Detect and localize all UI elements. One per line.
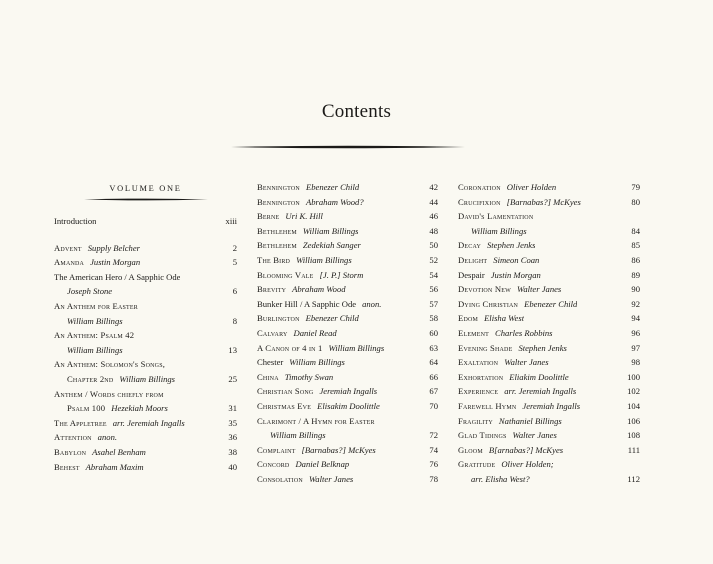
entry-composer: Elisakim Doolittle xyxy=(317,400,380,411)
entry-title: Attention xyxy=(54,432,92,443)
toc-entry xyxy=(257,209,438,224)
page-number: 54 xyxy=(429,269,438,280)
toc-entry xyxy=(257,384,438,399)
page-number: 31 xyxy=(228,403,237,414)
entry-title: Blooming Vale xyxy=(257,269,314,280)
entry-composer: William Billings xyxy=(119,373,176,384)
toc-entry xyxy=(54,255,237,270)
entry-composer: William Billings xyxy=(67,344,123,355)
entry-composer: Justin Morgan xyxy=(90,257,141,268)
toc-entry xyxy=(54,284,237,299)
entry-title: Christmas Eve xyxy=(257,400,312,411)
entry-composer: Oliver Holden; xyxy=(501,459,554,470)
toc-entry-text xyxy=(257,268,363,283)
toc-entry-text xyxy=(257,341,384,356)
toc-entry-text xyxy=(54,416,185,431)
entry-title: Chapter 2nd xyxy=(67,373,114,384)
toc-entry-text xyxy=(458,414,562,429)
entry-composer: arr. Jeremiah Ingalls xyxy=(112,417,185,428)
toc-entry-text xyxy=(54,214,96,229)
toc-entry xyxy=(257,370,438,385)
toc-entry-text xyxy=(257,224,358,239)
entry-composer: Hezekiah Moors xyxy=(111,403,168,414)
entry-composer: William Billings xyxy=(289,357,345,368)
page-number: 89 xyxy=(631,269,640,280)
toc-entry xyxy=(54,241,237,256)
entry-composer: Ebenezer Child xyxy=(305,182,360,192)
toc-entry-text xyxy=(54,270,180,285)
toc-entry xyxy=(458,238,640,253)
toc-entry xyxy=(54,430,237,445)
entry-composer: William Billings xyxy=(67,315,123,326)
entry-composer: Charles Robbins xyxy=(494,327,553,338)
page-number: 84 xyxy=(631,225,640,236)
toc-entry-text xyxy=(458,253,539,268)
toc-entry-text xyxy=(458,311,524,326)
entry-composer: Walter Janes xyxy=(516,284,562,295)
page-number: 58 xyxy=(429,313,438,324)
entry-title: Gratitude xyxy=(458,459,496,470)
toc-entry-text xyxy=(54,460,144,475)
entry-title: Gloom xyxy=(458,444,483,455)
page-number: 96 xyxy=(631,327,640,338)
page-number: 67 xyxy=(429,386,438,397)
toc-entry-text xyxy=(458,428,557,443)
toc-entry xyxy=(458,384,640,399)
toc-entry xyxy=(458,195,640,210)
entry-title: An Anthem: Psalm 42 xyxy=(54,330,135,341)
entry-title: Exhortation xyxy=(458,371,504,382)
page-number: 111 xyxy=(627,444,640,455)
entry-composer: Elisha West xyxy=(484,313,525,324)
page-number: 78 xyxy=(429,473,438,484)
toc-entry xyxy=(257,326,438,341)
page-number: 56 xyxy=(429,284,438,295)
toc-entry xyxy=(257,180,438,195)
entry-title: Evening Shade xyxy=(458,342,513,353)
toc-entry-text xyxy=(257,443,376,458)
toc-entry-text xyxy=(257,180,359,195)
entry-composer: arr. Elisha West? xyxy=(471,473,530,484)
toc-entry xyxy=(257,443,438,458)
toc-entry xyxy=(458,355,640,370)
entry-title: Berne xyxy=(257,211,280,222)
toc-entry-text xyxy=(257,209,323,224)
toc-entry-text xyxy=(54,372,175,387)
entry-composer: Abraham Wood? xyxy=(305,196,364,207)
toc-entry-text xyxy=(458,297,577,312)
page-number: 70 xyxy=(429,400,438,411)
entry-composer: Walter Janes xyxy=(308,473,354,484)
entry-composer: [Barnabas?] McKyes xyxy=(506,196,581,207)
entry-composer: Timothy Swan xyxy=(284,371,334,382)
toc-entry-text xyxy=(458,238,535,253)
toc-entry-text xyxy=(257,238,361,253)
toc-entry xyxy=(257,253,438,268)
toc-entry xyxy=(458,311,640,326)
entry-composer: William Billings xyxy=(296,254,352,265)
toc-entry xyxy=(257,297,438,312)
toc-entry xyxy=(458,209,640,224)
entry-composer: Daniel Belknap xyxy=(295,459,350,470)
page-number: 35 xyxy=(228,417,237,428)
entry-title: Element xyxy=(458,327,489,338)
toc-entry xyxy=(54,416,237,431)
entry-title: Crucifixion xyxy=(458,196,501,207)
entry-title: An Anthem for Easter xyxy=(54,300,138,311)
entry-title: David's Lamentation xyxy=(458,211,534,222)
toc-entry-text xyxy=(54,299,138,314)
toc-entry xyxy=(54,372,237,387)
toc-entry xyxy=(458,180,640,195)
entry-title: Decay xyxy=(458,240,481,251)
toc-entry xyxy=(458,282,640,297)
toc-entry-text xyxy=(54,241,140,256)
toc-entry-text xyxy=(458,355,549,370)
toc-entry xyxy=(458,457,640,472)
entry-composer: Jeremiah Ingalls xyxy=(522,400,581,411)
toc-entry xyxy=(257,457,438,472)
toc-entry-text xyxy=(54,387,164,402)
toc-entry-text xyxy=(458,384,576,399)
page-number: 46 xyxy=(429,211,438,222)
entry-composer: Stephen Jenks xyxy=(518,342,567,353)
toc-entry xyxy=(54,314,237,329)
page-number: 79 xyxy=(631,182,640,192)
entry-title: An Anthem: Solomon's Songs, xyxy=(54,359,166,370)
toc-entry-text xyxy=(257,472,353,487)
toc-entry-text xyxy=(257,253,352,268)
toc-entry xyxy=(257,282,438,297)
toc-entry xyxy=(54,460,237,475)
toc-entry xyxy=(458,341,640,356)
toc-entry xyxy=(54,445,237,460)
toc-entry xyxy=(458,414,640,429)
toc-entry xyxy=(257,238,438,253)
page-number: 92 xyxy=(631,298,640,309)
page-number: 64 xyxy=(429,357,438,368)
toc-entry-text xyxy=(54,255,140,270)
entry-title: Coronation xyxy=(458,182,501,192)
toc-entry xyxy=(257,355,438,370)
toc-entry xyxy=(458,399,640,414)
page-number: 104 xyxy=(627,400,640,411)
entry-composer: Eliakim Doolittle xyxy=(509,371,569,382)
entry-title: Delight xyxy=(458,254,488,265)
entry-title: Bennington xyxy=(257,182,300,192)
toc-entry-text xyxy=(257,457,349,472)
contents-column-2 xyxy=(257,180,438,486)
entry-composer: Joseph Stone xyxy=(67,286,113,297)
toc-entry-text xyxy=(54,357,165,372)
toc-entry-text xyxy=(458,268,541,283)
toc-entry xyxy=(54,214,237,229)
entry-title: Concord xyxy=(257,459,290,470)
entry-composer: Walter Janes xyxy=(504,357,549,368)
entry-composer: Walter Janes xyxy=(512,430,557,441)
entry-composer: Asahel Benham xyxy=(92,446,146,457)
page-number: 5 xyxy=(232,257,237,268)
toc-entry xyxy=(54,270,237,285)
toc-entry xyxy=(257,341,438,356)
toc-entry-text xyxy=(458,399,580,414)
toc-entry-text xyxy=(257,282,346,297)
toc-entry-text xyxy=(257,370,333,385)
page-number: 112 xyxy=(627,473,640,484)
page-number: 80 xyxy=(631,196,640,207)
toc-entry-text xyxy=(458,282,561,297)
toc-entry xyxy=(257,428,438,443)
toc-entry-text xyxy=(257,326,337,341)
entry-composer: Nathaniel Billings xyxy=(498,415,562,426)
toc-entry-text xyxy=(54,445,146,460)
entry-composer: William Billings xyxy=(302,225,359,236)
toc-entry xyxy=(458,472,640,487)
entry-composer: Zedekiah Sanger xyxy=(302,240,361,251)
toc-entry-text xyxy=(54,314,123,329)
entry-composer: Uri K. Hill xyxy=(285,211,323,222)
toc-entry-text xyxy=(458,472,530,487)
volume-heading: VOLUME ONE xyxy=(109,184,182,193)
toc-entry xyxy=(458,253,640,268)
entry-title: Exaltation xyxy=(458,357,499,368)
toc-entry-text xyxy=(257,428,326,443)
page-number: 25 xyxy=(228,373,237,384)
entry-composer: William Billings xyxy=(328,342,385,353)
toc-entry-text xyxy=(458,370,569,385)
entry-title: Glad Tidings xyxy=(458,430,507,441)
entry-title: A Canon of 4 in 1 xyxy=(257,342,323,353)
entry-title: Dying Christian xyxy=(458,298,519,309)
entry-title: Burlington xyxy=(257,313,300,324)
entry-composer: B[arnabas?] McKyes xyxy=(488,444,564,455)
entry-composer: Daniel Read xyxy=(293,327,337,338)
page-number: 48 xyxy=(429,225,438,236)
page-number: 102 xyxy=(627,386,640,397)
entry-composer: anon. xyxy=(97,432,118,443)
page-number: 13 xyxy=(228,344,237,355)
toc-entry xyxy=(458,224,640,239)
toc-entry xyxy=(458,326,640,341)
entry-title: Behest xyxy=(54,461,80,472)
entry-composer: [Barnabas?] McKyes xyxy=(301,444,376,455)
toc-entry xyxy=(257,268,438,283)
entry-title: Bennington xyxy=(257,196,300,207)
toc-entry xyxy=(458,443,640,458)
entry-title: Psalm 100 xyxy=(67,403,106,414)
toc-entry xyxy=(458,370,640,385)
contents-column-3 xyxy=(458,180,640,486)
page-number: 74 xyxy=(429,444,438,455)
page-number: 2 xyxy=(232,242,237,253)
entry-composer: William Billings xyxy=(270,430,326,441)
page-number: 94 xyxy=(631,313,640,324)
entry-title: Introduction xyxy=(54,216,97,226)
entry-composer: Supply Belcher xyxy=(87,242,141,253)
toc-entry-text xyxy=(257,384,377,399)
page-number: 57 xyxy=(429,298,438,309)
entry-title: Amanda xyxy=(54,257,85,268)
page-number: xiii xyxy=(225,216,237,226)
entry-composer: Jeremiah Ingalls xyxy=(319,386,378,397)
toc-entry-text xyxy=(458,180,556,195)
toc-entry-text xyxy=(257,399,380,414)
toc-entry-text xyxy=(54,343,123,358)
toc-entry-text xyxy=(458,224,527,239)
entry-title: Babylon xyxy=(54,446,87,457)
page-title: Contents xyxy=(321,101,392,122)
entry-composer: Oliver Holden xyxy=(506,182,557,192)
toc-entry-text xyxy=(458,326,553,341)
toc-entry xyxy=(257,311,438,326)
entry-title: Complaint xyxy=(257,444,296,455)
entry-composer: Abraham Maxim xyxy=(85,461,144,472)
entry-composer: Justin Morgan xyxy=(490,269,541,280)
page-number: 86 xyxy=(631,254,640,265)
page-number: 98 xyxy=(631,357,640,368)
toc-entry-text xyxy=(458,209,533,224)
toc-entry xyxy=(257,472,438,487)
toc-entry xyxy=(257,195,438,210)
page-number: 60 xyxy=(429,327,438,338)
entry-title: Devotion New xyxy=(458,284,511,295)
page-number: 50 xyxy=(429,240,438,251)
toc-entry-text xyxy=(257,414,375,429)
page-number: 6 xyxy=(232,286,237,297)
toc-entry xyxy=(458,268,640,283)
toc-entry-text xyxy=(54,430,117,445)
entry-title: Bethlehem xyxy=(257,240,297,251)
entry-title: Brevity xyxy=(257,284,287,295)
toc-entry-text xyxy=(54,401,168,416)
toc-entry xyxy=(54,343,237,358)
entry-title: The Appletree xyxy=(54,417,107,428)
entry-title: Fragility xyxy=(458,415,493,426)
toc-entry-text xyxy=(458,443,563,458)
page-number: 100 xyxy=(627,371,640,382)
toc-entry xyxy=(257,224,438,239)
entry-title: Despair xyxy=(458,269,485,280)
toc-entry-text xyxy=(257,355,345,370)
entry-composer: Ebenezer Child xyxy=(305,313,359,324)
entry-composer: [J. P.] Storm xyxy=(319,269,364,280)
toc-entry xyxy=(54,299,237,314)
entry-composer: anon. xyxy=(362,298,382,309)
page-number: 108 xyxy=(627,430,640,441)
entry-title: Bethlehem xyxy=(257,225,297,236)
page-number: 66 xyxy=(429,371,438,382)
contents-column-1 xyxy=(54,180,237,474)
entry-title: Calvary xyxy=(257,327,288,338)
title-divider xyxy=(231,145,465,149)
entry-title: Experience xyxy=(458,386,499,397)
page-number: 106 xyxy=(627,415,640,426)
entry-title: Edom xyxy=(458,313,479,324)
page-number: 44 xyxy=(429,196,438,207)
toc-entry xyxy=(54,357,237,372)
entry-title: Chester xyxy=(257,357,284,368)
entry-composer: Abraham Wood xyxy=(292,284,346,295)
entry-composer: Stephen Jenks xyxy=(487,240,536,251)
entry-title: Farewell Hymn xyxy=(458,400,517,411)
entry-title: Bunker Hill / A Sapphic Ode xyxy=(257,298,357,309)
entry-composer: Simeon Coan xyxy=(493,254,540,265)
toc-entry xyxy=(257,414,438,429)
toc-entry-text xyxy=(257,195,364,210)
page-number: 42 xyxy=(429,182,438,192)
entry-composer: Ebenezer Child xyxy=(524,298,578,309)
toc-entry xyxy=(54,401,237,416)
entry-title: Anthem / Words chiefly from xyxy=(54,388,164,399)
toc-entry-text xyxy=(458,341,567,356)
entry-composer: William Billings xyxy=(471,225,527,236)
toc-entry-text xyxy=(54,328,134,343)
toc-entry xyxy=(54,328,237,343)
entry-title: Christian Song xyxy=(257,386,314,397)
page-number: 40 xyxy=(228,461,237,472)
page-number: 38 xyxy=(228,446,237,457)
page-number: 52 xyxy=(429,254,438,265)
toc-entry-text xyxy=(458,195,581,210)
page-number: 85 xyxy=(631,240,640,251)
toc-entry xyxy=(458,428,640,443)
entry-title: China xyxy=(257,371,279,382)
page-number: 97 xyxy=(631,342,640,353)
toc-entry-text xyxy=(54,284,112,299)
page-number: 36 xyxy=(228,432,237,443)
entry-title: Consolation xyxy=(257,473,303,484)
toc-entry-text xyxy=(257,311,359,326)
toc-entry xyxy=(257,399,438,414)
page-number: 90 xyxy=(631,284,640,295)
page-number: 63 xyxy=(429,342,438,353)
toc-entry xyxy=(458,297,640,312)
entry-title: Clarimont / A Hymn for Easter xyxy=(257,415,375,426)
toc-entry xyxy=(54,387,237,402)
toc-entry-text xyxy=(257,297,381,312)
entry-composer: arr. Jeremiah Ingalls xyxy=(504,386,577,397)
entry-title: Advent xyxy=(54,242,82,253)
entry-title: The American Hero / A Sapphic Ode xyxy=(54,271,181,282)
page-number: 72 xyxy=(429,430,438,441)
page-number: 8 xyxy=(232,315,237,326)
entry-title: The Bird xyxy=(257,254,291,265)
page-number: 76 xyxy=(429,459,438,470)
toc-entry-text xyxy=(458,457,554,472)
